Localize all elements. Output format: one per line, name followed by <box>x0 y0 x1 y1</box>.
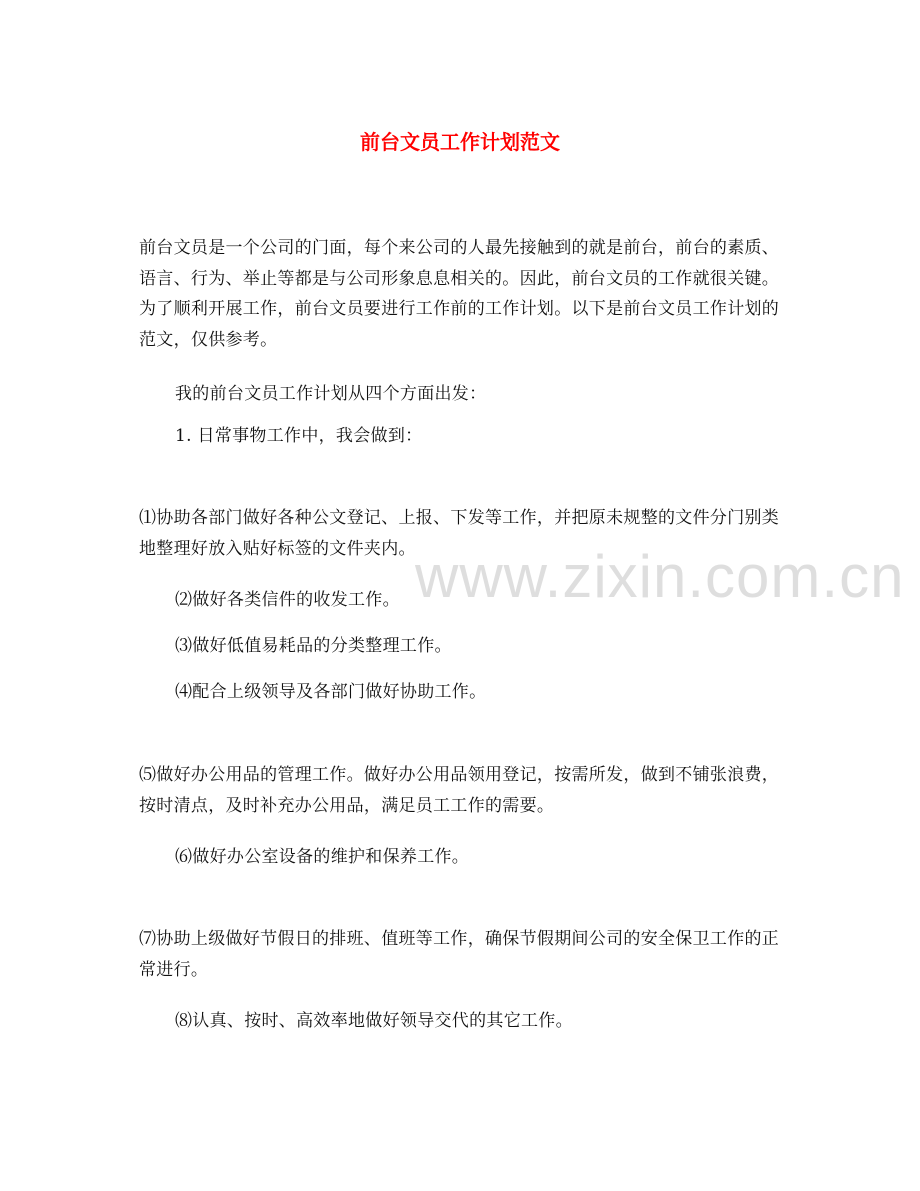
list-item-5: ⑸做好办公用品的管理工作。做好办公用品领用登记，按需所发，做到不铺张浪费，按时清点，及时补充办公用品，满足员工工作的需要。 <box>139 765 780 816</box>
list-item-7: ⑺协助上级做好节假日的排班、值班等工作，确保节假期间公司的安全保卫工作的正常进行。 <box>139 929 780 980</box>
list-item-2: ⑵做好各类信件的收发工作。 <box>175 590 400 610</box>
list-item-4: ⑷配合上级领导及各部门做好协助工作。 <box>175 682 487 702</box>
intro-paragraph: 前台文员是一个公司的门面，每个来公司的人最先接触到的就是前台，前台的素质、语言、行为、举止等都是与公司形象息息相关的。因此，前台文员的工作就很关键。为了顺利开展工作，前台文员要进行工作前的工作计划。以下是前台文员工作计划的范文，仅供参考。 <box>139 238 780 350</box>
list-item-1: ⑴协助各部门做好各种公文登记、上报、下发等工作，并把原未规整的文件分门别类地整理好放入贴好标签的文件夹内。 <box>139 508 780 559</box>
plan-intro-paragraph: 我的前台文员工作计划从四个方面出发： <box>175 384 487 404</box>
list-item-8: ⑻认真、按时、高效率地做好领导交代的其它工作。 <box>175 1011 573 1031</box>
document-title: 前台文员工作计划范文 <box>360 130 560 154</box>
section-heading-1: 1. 日常事物工作中，我会做到： <box>175 426 423 446</box>
watermark: www.zixin.com.cn <box>415 543 905 610</box>
list-item-6: ⑹做好办公室设备的维护和保养工作。 <box>175 847 470 867</box>
list-item-3: ⑶做好低值易耗品的分类整理工作。 <box>175 636 452 656</box>
